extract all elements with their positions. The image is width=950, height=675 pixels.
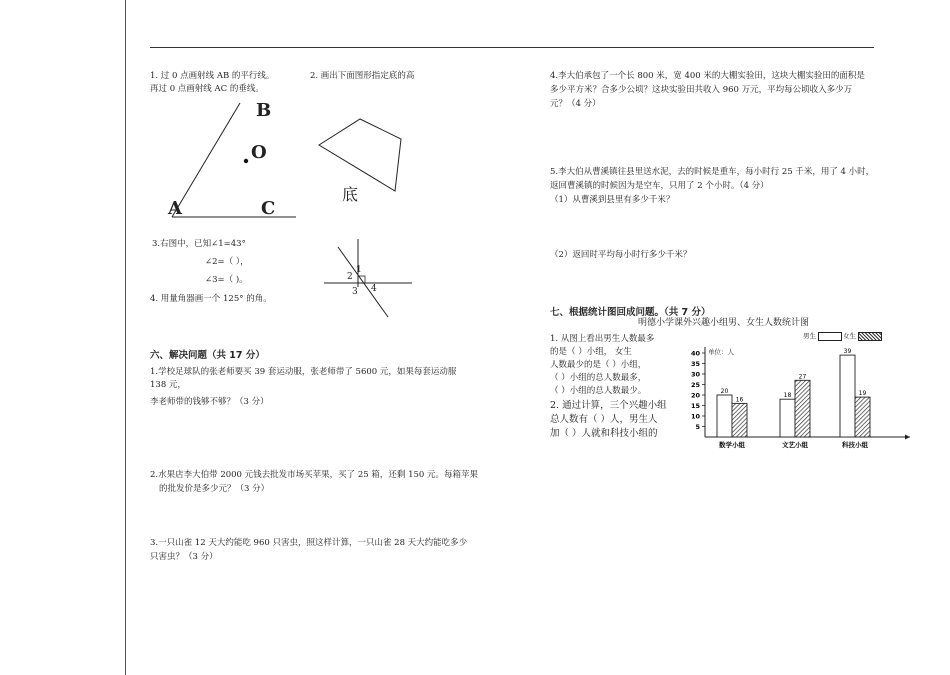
category-label: 文艺小组 <box>782 441 808 449</box>
p4-line2: 多少平方米？合多少公顷？这块实验田共收入 960 万元，平均每公顷收入多少万 <box>550 85 853 95</box>
angle-label-1: 1 <box>356 265 362 275</box>
section7-title: 七、根据统计图回成问题。（共 7 分） <box>550 307 711 318</box>
p3-line1: 3.一只山雀 12 天大约能吃 960 只害虫，照这样计算，一只山雀 28 天大约能吃多少 <box>150 538 468 548</box>
y-tick-label: 20 <box>690 391 700 400</box>
y-tick-label: 25 <box>690 381 700 389</box>
p3-line2: 只害虫？（3 分） <box>150 552 218 562</box>
header-rule <box>150 47 874 48</box>
p5-q1: （1）从曹溪到县里有多少千米？ <box>550 195 675 205</box>
q1-line1: 1. 过 0 点画射线 AB 的平行线。 <box>150 71 275 81</box>
p1-line3: 李老师带的钱够不够？（3 分） <box>150 397 269 407</box>
binding-margin-line <box>125 0 126 675</box>
p5-line2: 返回曹溪镇的时候因为是空车，只用了 2 个小时。（4 分） <box>550 181 769 191</box>
s7-q1-line5: （ ）小组的总人数最少。 <box>550 386 647 396</box>
bar <box>717 395 732 437</box>
bar-value-label: 20 <box>720 388 729 395</box>
bar <box>780 399 795 437</box>
label-o: O <box>251 142 267 163</box>
q3-line2: ∠2=（ ）， <box>205 257 249 267</box>
s7-q2-line2: 总人数有（ ）人，男生人 <box>550 414 658 425</box>
bar-value-label: 19 <box>858 390 867 398</box>
label-c: C <box>261 198 276 219</box>
s7-q1-line2: 的是（ ）小组， 女生 <box>550 347 632 357</box>
trapezoid-figure <box>315 115 410 195</box>
bar <box>732 403 747 437</box>
y-tick-label: 10 <box>690 412 700 421</box>
p2-line1: 2.水果店李大伯带 2000 元钱去批发市场买苹果，买了 25 箱，还剩 150 元。每箱苹果 <box>150 470 478 480</box>
label-base: 底 <box>342 185 359 204</box>
y-tick-label: 30 <box>690 370 700 379</box>
y-tick-label: 35 <box>690 360 700 368</box>
y-tick-label: 5 <box>695 423 700 431</box>
q2-text: 2. 画出下面图形指定底的高 <box>310 71 415 81</box>
q3-line1: 3.右图中，已知∠1=43° <box>152 239 246 249</box>
bar-value-label: 18 <box>783 392 792 400</box>
q4-text: 4. 用量角器画一个 125° 的角。 <box>150 294 272 304</box>
p4-line3: 元？（4 分） <box>550 99 601 109</box>
bar <box>840 355 855 437</box>
p1-line1: 1.学校足球队的张老师要买 39 套运动服，张老师带了 5600 元，如果每套运动服 <box>150 367 457 377</box>
p5-q2: （2）返回时平均每小时行多少千米？ <box>550 250 692 260</box>
p2-line2: 的批发价是多少元？（3 分） <box>159 484 270 494</box>
bar <box>795 380 810 437</box>
bar-value-label: 27 <box>798 373 807 381</box>
legend-male-label: 男生 <box>803 332 816 340</box>
y-tick-label: 40 <box>690 349 700 358</box>
bar-value-label: 39 <box>843 348 852 356</box>
q3-line3: ∠3=（ )。 <box>205 275 248 285</box>
legend-female-label: 女生 <box>843 332 856 340</box>
p4-line1: 4.李大伯承包了一个长 800 米，宽 400 米的大棚实验田，这块大棚实验田的面积是 <box>550 71 865 81</box>
label-a: A <box>168 198 182 219</box>
angle-label-4: 4 <box>371 284 377 294</box>
y-tick-label: 15 <box>690 402 700 410</box>
x-axis-arrow <box>905 435 910 440</box>
chart-title: 明德小学课外兴趣小组男、女生人数统计图 <box>638 318 810 328</box>
p1-line2: 138 元， <box>150 380 186 390</box>
category-label: 数学小组 <box>719 441 745 449</box>
section6-title: 六、解决问题（共 17 分） <box>150 350 265 361</box>
label-b: B <box>256 100 272 121</box>
bar-chart <box>680 340 915 455</box>
s7-q1-line1: 1. 从图上看出男生人数最多 <box>550 334 655 344</box>
s7-q1-line4: （ ）小组的总人数最多， <box>550 373 647 383</box>
angle-label-3: 3 <box>352 287 358 297</box>
bar <box>855 397 870 437</box>
angle-label-2: 2 <box>347 272 353 282</box>
bar-value-label: 16 <box>735 396 744 404</box>
angle-figure <box>320 235 415 320</box>
category-label: 科技小组 <box>842 441 868 449</box>
s7-q2-line1: 2. 通过计算，三个兴趣小组 <box>550 400 667 411</box>
chart-unit-label: 单位：人 <box>708 348 734 356</box>
s7-q1-line3: 人数最少的是（ ）小组， <box>550 360 647 370</box>
p5-line1: 5.李大伯从曹溪镇往县里送水泥，去的时候是重车，每小时行 25 千米，用了 4 小时， <box>550 167 875 177</box>
q1-line2: 再过 0 点画射线 AC 的垂线。 <box>150 84 264 94</box>
s7-q2-line3: 加（ ）人就和科技小组的 <box>550 428 658 439</box>
